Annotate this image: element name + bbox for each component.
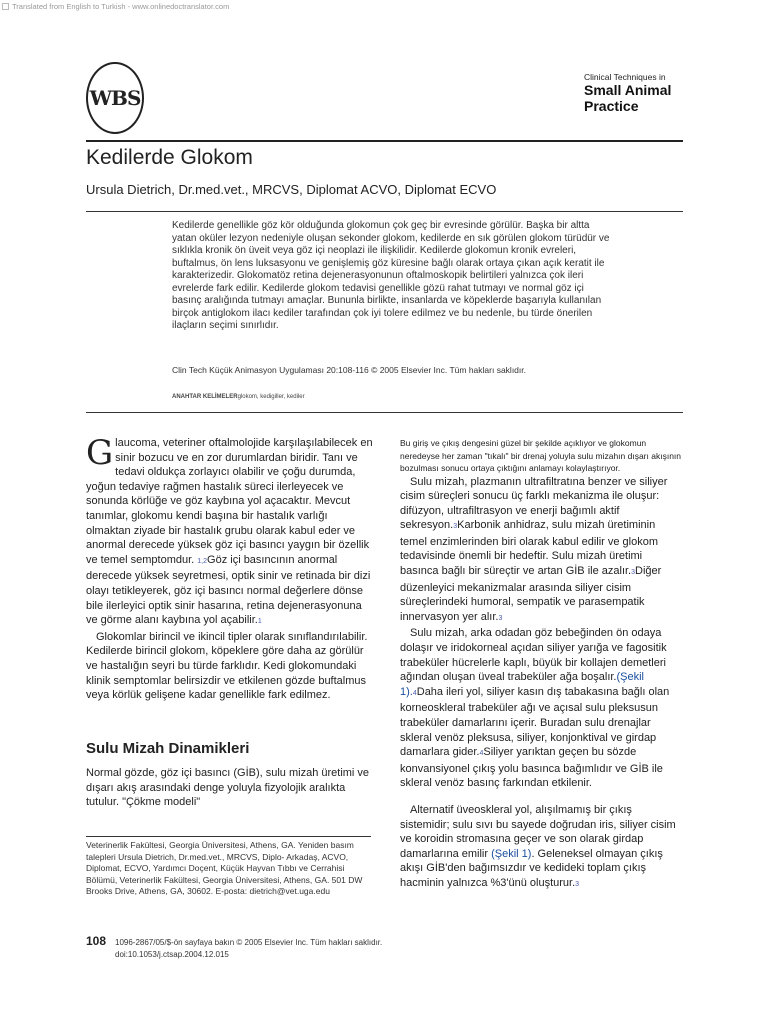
reference-link[interactable]: 3 [575, 880, 580, 888]
paragraph: Glokomlar birincil ve ikincil tipler olarak sınıflandırılabilir. Kedilerde birincil glokom, köpeklere göre daha az görülür ve hastalığın seyri bu türde farklıdır. Kedi glokomundaki klinik semptomlar belirsizdir ve etkilenen gözde buftalmus veya körlük gelişene kadar genellikle fark edilmez. [86, 630, 368, 702]
footer-info [115, 937, 382, 960]
paragraph-text: laucoma, veteriner oftalmolojide karşılaşılabilecek en sinir bozucu ve en zor durumlardan biridir. Tanı ve tedavi oldukça zorlayıcı olabilir ve çoğu durumda, yoğun tedaviye rağmen hastalık süreci ilerleyecek ve sonunda körlüğe ve göz kaybına yol açacaktır. Mevcut tanımlar, glokomu kendi başına bir hastalık varlığı olmaktan ziyade bir hastalık grubu olarak kabul eder ve anormal derecede yüksek göz içi basıncı yaygın bir özellik ve temel semptomdur. [86, 437, 373, 566]
abstract: Kedilerde genellikle göz kör olduğunda glokomun çok geç bir evresinde görülür. Başka bir altta yatan oküler lezyon nedeniyle oluşan sekonder glokom, kedilerde en sık görülen glokom türüdür ve sıklıkla kronik ön üveit veya göz içi neoplazi ile ilişkilidir. Kedilerde glokomun kronik evreleri, buftalmus, ön lens luksasyonu ve genişlemiş göz küresine bağlı olarak ortaya çıkan açık keratit ile karakterizedir. Glokomatöz retina dejenerasyonunun oftalmoskopik belirtileri yalnızca çok ileri evrelerde fark edilir. Kedilerde glokom tedavisi genellikle gözü rahat tutmayı ve normal göz içi basınç aralığında tutmayı amaçlar. Bununla birlikte, insanlarda ve köpeklerde başarıyla kullanılan birçok antiglokom ilacı kediler tarafından çok iyi tolere edilmez ve bu nedenle, bu türde önerilen ilaçların seçimi sınırlıdır. [172, 220, 610, 331]
paragraph-text: Siliyer yarıktan geçen bu sözde konvansiyonel çıkış yolu basınca bağımlıdır ve GİB ile skleral venöz basınç farkından etkilenir. [400, 746, 663, 790]
header-rule [86, 140, 683, 142]
paragraph-text: Sulu mizah, plazmanın ultrafiltratına benzer ve siliyer cisim süreçleri sonucu üç farklı mekanizma ile oluşur: difüzyon, ultrafiltrasyon ve enerji bağımlı aktif sekresyon. [400, 475, 668, 532]
keywords-list: glokom, kedigiller, kediler [237, 394, 305, 400]
paragraph [86, 433, 373, 630]
footer-doi: doi:10.1053/j.ctsap.2004.12.015 [115, 949, 229, 959]
footer-line-1: 1096-2867/05/$-ön sayfaya bakın © 2005 Elsevier Inc. Tüm hakları saklıdır. [115, 938, 383, 947]
paragraph-text: Sulu mizah, arka odadan göz bebeğinden ön odaya dolaşır ve iridokorneal açıdan siliyer yarığa ve fagositik trabeküler hücrelerle kaplı, büyük bir kollajen demetleri ağından oluşan üveal trabeküler ağa boşalır. [400, 627, 667, 684]
paragraph-text: Alternatif üveoskleral yol, alışılmamış bir çıkış sistemidir; sulu sıvı bu sayede doğrudan iris, siliyer cisim ve koroidin stromasına geçer ve son olarak girdap damarlarına emilir [400, 803, 676, 860]
logo-text: WBS [89, 86, 141, 110]
section-heading: Sulu Mizah Dinamikleri [86, 740, 250, 757]
paragraph: Bu giriş ve çıkış dengesini güzel bir şekilde açıklıyor ve glokomun neredeyse her zaman "tıkalı" bir drenaj yoluyla sulu mizahın dışarı akışının bozulması sonucu ortaya çıktığını anlamayı kolaylaştırıyor. [400, 438, 682, 473]
reference-link[interactable]: 4 [479, 750, 484, 758]
paragraph: Normal gözde, göz içi basıncı (GİB), sulu mizah üretimi ve dışarı akış arasındaki denge yoluyla fizyolojik aralıkta tutulur. "Çökme modeli" [86, 767, 370, 809]
divider [86, 412, 683, 413]
reference-link[interactable]: 3 [453, 523, 458, 531]
paragraph-text: . Geleneksel olmayan çıkış akışı GİB'den bağımsızdır ve kedideki toplam çıkış hacminin yalnızca %3'ünü oluşturur. [400, 847, 663, 889]
paragraph-text: Daha ileri yol, siliyer kasın dış tabakasına bağlı olan korneoskleral trabeküler ağı ve açısal sulu pleksusun trabeküler damarlarını içerir. Buradan sulu drenajlar skleral venöz pleksusa, siliyer, konjonktival ve girdap damarlara gider. [400, 685, 670, 759]
divider [86, 211, 683, 212]
paragraph [400, 475, 683, 627]
journal-line-1: Clinical Techniques in [584, 72, 666, 82]
citation: Clin Tech Küçük Animasyon Uygulaması 20:108-116 © 2005 Elsevier Inc. Tüm hakları saklıdır. [172, 365, 526, 375]
drop-cap: G [86, 433, 114, 473]
banner-text: Translated from English to Turkish - www.onlinedoctranslator.com [12, 1, 230, 11]
right-column [400, 437, 683, 893]
publisher-logo [86, 62, 144, 134]
journal-name [584, 72, 694, 114]
keywords-label: ANAHTAR KELİMELER [172, 394, 238, 400]
article-title: Kedilerde Glokom [86, 146, 253, 169]
keywords [172, 394, 305, 400]
affiliation-footnote: Veterinerlik Fakültesi, Georgia Üniversitesi, Athens, GA. Yeniden basım talepleri Ursula Dietrich, Dr.med.vet., MRCVS, Diplo- Arkadaş, ACVO, Diplomat, ECVO, Yardımcı Doçent, Küçük Hayvan Tıbbı ve Cerrahisi Bölümü, Veterinerlik Fakültesi, Georgia Üniversitesi, Athens, GA. 501 DW Brooks Drive, Athens, GA, 30602. E-posta: dietrich@vet.uga.edu [86, 840, 363, 897]
figure-link[interactable]: (Şekil 1). [400, 671, 645, 698]
paragraph [400, 803, 683, 893]
journal-line-3: Practice [584, 98, 639, 114]
translation-banner[interactable] [0, 0, 229, 12]
reference-link[interactable]: 1 [257, 618, 262, 626]
reference-link[interactable]: 4 [412, 689, 417, 697]
reference-link[interactable]: 3 [631, 569, 636, 577]
paragraph-text: Göz içi basıncının anormal derecede yüksek seyretmesi, optik sinir ve retinada bir dizi olayı tetikleyerek, göz içi basıncı normal değerlere dönse bile ilerleyici optik sinir hasarına, retina dejenerasyonuna ve görme alanı kaybına yol açabilir. [86, 553, 371, 627]
translate-icon [2, 3, 9, 10]
article-authors: Ursula Dietrich, Dr.med.vet., MRCVS, Diplomat ACVO, Diplomat ECVO [86, 182, 497, 197]
spacer [400, 791, 683, 803]
page-number: 108 [86, 934, 107, 948]
footnote-rule [86, 836, 371, 837]
reference-link[interactable]: 3 [498, 614, 503, 622]
reference-link[interactable]: 1,2 [197, 557, 208, 565]
paragraph-text: Diğer düzenleyici mekanizmalar arasında siliyer cisim süreçlerindeki humoral, sempatik ve parasempatik innervasyon yer alır. [400, 565, 662, 623]
figure-link[interactable]: (Şekil 1) [491, 847, 532, 860]
left-column [86, 433, 373, 703]
journal-line-2: Small Animal [584, 82, 672, 98]
paragraph-text: Karbonik anhidraz, sulu mizah üretiminin temel enzimlerinden biri olarak kabul edilir ve glokom tedavisinde önemli bir hedeftir. Sulu mizah üretimi basınca bağlı bir süreçtir ve artan GİB ile azalır. [400, 519, 659, 578]
paragraph [400, 626, 683, 791]
